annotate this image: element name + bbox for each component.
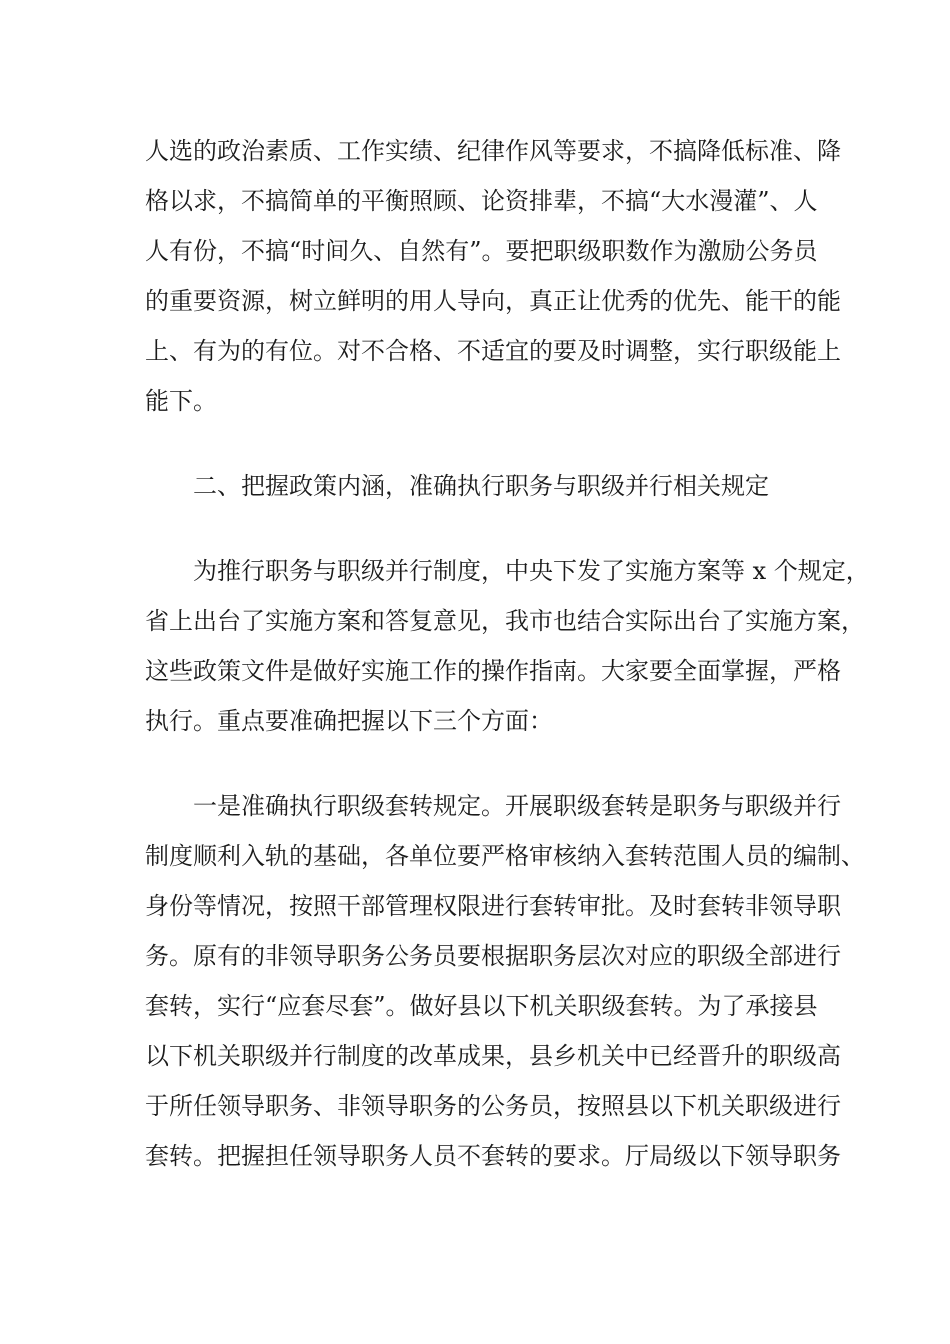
paragraph-1-line-6: 能下。 <box>145 387 217 415</box>
paragraph-3-line-2: 制度顺利入轨的基础，各单位要严格审核纳入套转范围人员的编制、 <box>145 842 865 870</box>
paragraph-2-line-4: 执行。重点要准确把握以下三个方面： <box>145 707 553 735</box>
paragraph-1-line-5: 上、有为的有位。对不合格、不适宜的要及时调整，实行职级能上 <box>145 337 841 365</box>
paragraph-3-line-1: 一是准确执行职级套转规定。开展职级套转是职务与职级并行 <box>193 792 841 820</box>
paragraph-3-line-7: 于所任领导职务、非领导职务的公务员，按照县以下机关职级进行 <box>145 1092 841 1120</box>
paragraph-2-line-3: 这些政策文件是做好实施工作的操作指南。大家要全面掌握，严格 <box>145 657 841 685</box>
paragraph-1-line-1: 人选的政治素质、工作实绩、纪律作风等要求，不搞降低标准、降 <box>145 137 841 165</box>
paragraph-2-line-1: 为推行职务与职级并行制度，中央下发了实施方案等 x 个规定， <box>193 557 870 585</box>
paragraph-1-line-3: 人有份，不搞“时间久、自然有”。要把职级职数作为激励公务员 <box>145 237 818 265</box>
paragraph-3-line-4: 务。原有的非领导职务公务员要根据职务层次对应的职级全部进行 <box>145 942 841 970</box>
paragraph-3-line-3: 身份等情况，按照干部管理权限进行套转审批。及时套转非领导职 <box>145 892 841 920</box>
paragraph-3-line-5: 套转，实行“应套尽套”。做好县以下机关职级套转。为了承接县 <box>145 992 818 1020</box>
paragraph-1-line-2: 格以求，不搞简单的平衡照顾、论资排辈，不搞“大水漫灌”、人 <box>145 187 818 215</box>
paragraph-3-line-8: 套转。把握担任领导职务人员不套转的要求。厅局级以下领导职务 <box>145 1142 841 1170</box>
paragraph-2-line-2: 省上出台了实施方案和答复意见，我市也结合实际出台了实施方案， <box>145 607 865 635</box>
paragraph-3-line-6: 以下机关职级并行制度的改革成果，县乡机关中已经晋升的职级高 <box>145 1042 841 1070</box>
section-heading: 二、把握政策内涵，准确执行职务与职级并行相关规定 <box>193 472 769 500</box>
paragraph-1-line-4: 的重要资源，树立鲜明的用人导向，真正让优秀的优先、能干的能 <box>145 287 841 315</box>
